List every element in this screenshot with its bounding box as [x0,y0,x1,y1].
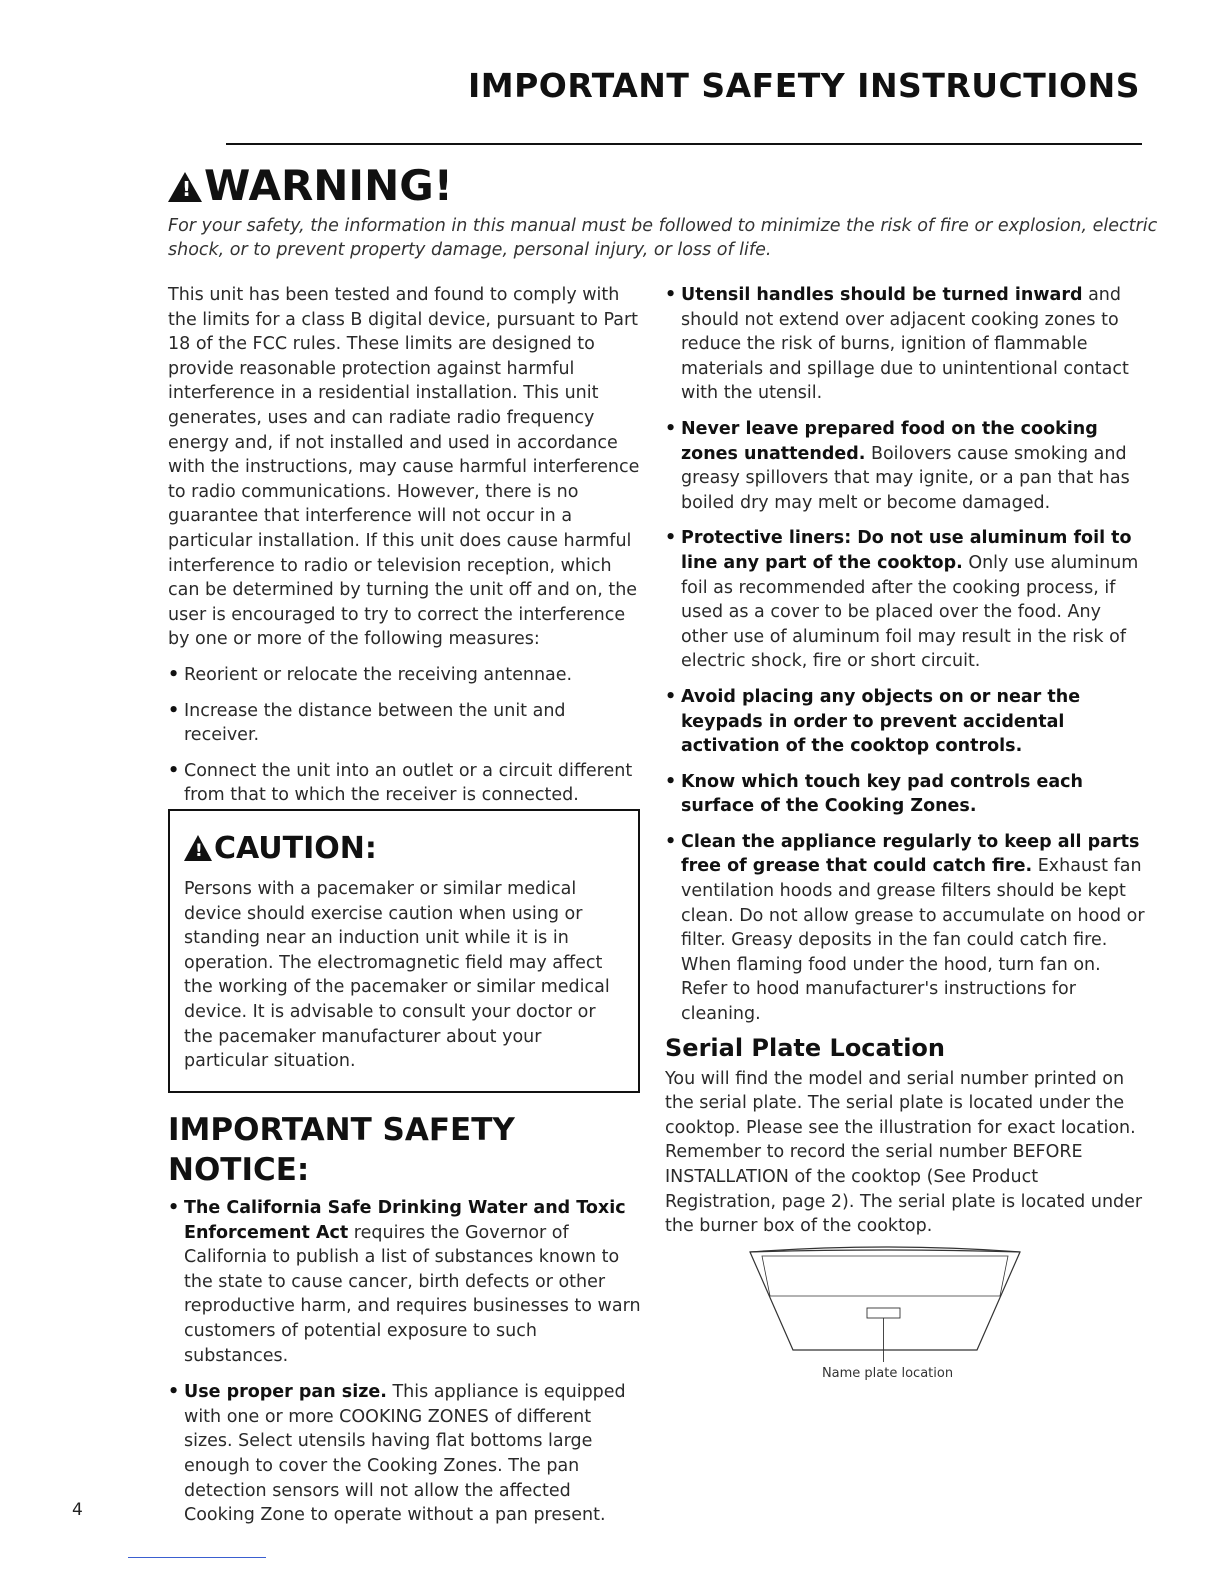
caution-box [168,809,640,1093]
list-item-bold: Clean the appliance regularly to keep all parts free of grease that could catch fire. [681,831,1140,877]
list-item [665,526,1145,674]
list-item: • Reorient or relocate the receiving antennae. [168,663,644,688]
left-column [168,283,644,808]
caution-triangle-icon [184,835,212,861]
serial-plate-text: You will find the model and serial number printed on the serial plate. The serial plate is located under the cooktop. Please see the illustration for exact location. Remember to record the serial number BEFORE INSTALLATION of the cooktop (See Product Registration, page 2). The serial plate is located under the burner box of the cooktop. [665,1068,1143,1237]
list-item-text: Exhaust fan ventilation hoods and grease filters should be kept clean. Do not allow grease to accumulate on hood or filter. Greasy deposits in the fan could catch fire. When flaming food under the hood, turn fan on. Refer to hood manufacturer's instructions for cleaning. [681,856,1145,1025]
cooktop-outline [750,1247,1020,1350]
page-number: 4 [72,1500,83,1520]
list-item-bold: Never leave prepared food on the cooking zones unattended. [681,418,1098,464]
fcc-intro-paragraph: This unit has been tested and found to comply with the limits for a class B digital device, pursuant to Part 18 of the FCC rules. These limits are designed to provide reasonable protection against harmful interference in a residential installation. This unit generates, uses and can radiate radio frequency energy and, if not installed and used in accordance with the instructions, may cause harmful interference to radio communications. However, there is no guarantee that interference will not occur in a particular installation. If this unit does cause harmful interference to radio or television reception, which can be determined by turning the unit off and on, the user is encouraged to try to correct the interference by one or more of the following measures: [168,285,640,650]
figure-caption: Name plate location [821,1366,954,1381]
list-item [168,1380,644,1528]
warning-triangle-icon [168,172,202,202]
cooktop-safety-list [665,283,1145,1027]
safety-notice-list [168,1196,644,1528]
list-item: • Increase the distance between the unit and receiver. [168,699,644,748]
list-item [665,417,1145,515]
caution-heading [184,829,626,869]
warning-section [168,160,1158,262]
list-item-bold: Know which touch key pad controls each surface of the Cooking Zones. [681,771,1084,817]
safety-notice-section [168,1110,644,1528]
list-item-bold: Avoid placing any objects on or near the keypads in order to prevent accidental activation of the cooktop controls. [681,686,1081,757]
list-item [168,1196,644,1368]
warning-heading [168,160,1158,212]
list-item [665,830,1145,1027]
safety-notice-title: IMPORTANT SAFETY NOTICE: [168,1112,515,1188]
list-item-text: and should not extend over adjacent cooking zones to reduce the risk of burns, ignition of flammable materials and spillage due to unintentional contact with the utensil. [681,285,1129,404]
list-item-bold: Protective liners: Do not use aluminum foil to line any part of the cooktop. [681,528,1132,573]
burner-box-outline [762,1256,1008,1296]
list-item [665,685,1145,759]
list-item-bold: The California Safe Drinking Water and Toxic Enforcement Act [184,1198,626,1243]
serial-plate-title: Serial Plate Location [665,1033,945,1062]
list-item-text: requires the Governor of California to publish a list of substances known to the state to cause cancer, birth defects or other reproductive harm, and requires businesses to warn customers of potential exposure to such substances. [184,1222,641,1366]
warning-icon-glyph: ! [182,177,192,201]
warning-title: WARNING! [204,161,453,210]
caution-title: CAUTION: [214,831,377,866]
list-item: • Connect the unit into an outlet or a circuit different from that to which the receiver is connected. [168,759,644,808]
footer-line [128,1557,266,1558]
caution-text: Persons with a pacemaker or similar medical device should exercise caution when using or standing near an induction unit while it is in operation. The electromagnetic field may affect the working of the pacemaker or similar medical device. It is advisable to consult your doctor or the pacemaker manufacturer about your particular situation. [184,879,610,1072]
header-divider [226,143,1142,145]
list-item-text: Only use aluminum foil as recommended after the cooking process, if used as a cover to be placed over the food. Any other use of aluminum foil may result in the risk of electric shock, fire or short circuit. [681,552,1139,672]
cooktop-top-edge [750,1250,1020,1252]
list-item-bold: Use proper pan size. [184,1382,387,1403]
page-header-title: IMPORTANT SAFETY INSTRUCTIONS [467,66,1140,105]
list-item [665,283,1145,406]
fcc-measures-list [168,663,644,808]
list-item-text: Boilovers cause smoking and greasy spillovers that may ignite, or a pan that has boiled dry may melt or become damaged. [681,443,1130,513]
list-item [665,770,1145,819]
name-plate-rect [867,1308,900,1318]
list-item-bold: Utensil handles should be turned inward [681,285,1083,305]
warning-text: For your safety, the information in this manual must be followed to minimize the risk of fire or explosion, electric shock, or to prevent property damage, personal injury, or loss of life. [168,216,1158,260]
list-item-text: This appliance is equipped with one or more COOKING ZONES of different sizes. Select utensils having flat bottoms large enough to cover the Cooking Zones. The pan detection sensors will not allow the affected Cooking Zone to operate without a pan present. [184,1382,626,1526]
right-column [665,283,1145,1239]
caution-icon-glyph: ! [195,841,203,861]
